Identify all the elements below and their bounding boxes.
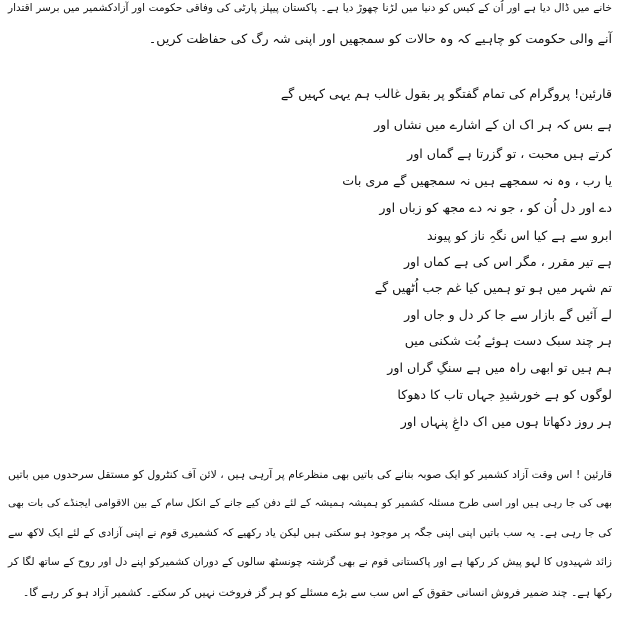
closing-line-3: کی جا رہی ہے۔ یہ سب باتیں اپنی اپنی جگہ پر موجود ہو سکتی ہیں لیکن یاد رکھیے کہ کشمیری قوم نے اپنی آزادی کے لئے ایک لاکھ سے — [8, 527, 612, 539]
verse-8: لے آئیں گے بازار سے جا کر دل و جاں اور — [404, 307, 612, 322]
verse-7: تم شہر میں ہو تو ہمیں کیا غم جب اُٹھیں گے — [374, 280, 612, 295]
verse-1: ہے بس کہ ہر اک ان کے اشارے میں نشاں اور — [374, 117, 612, 132]
verse-2: کرتے ہیں محبت ، تو گزرتا ہے گماں اور — [407, 146, 612, 161]
verse-10: ہم ہیں تو ابھی راہ میں ہے سنگِ گراں اور — [387, 360, 612, 375]
closing-line-1: قارئین ! اس وقت آزاد کشمیر کو ایک صوبہ بنانے کی باتیں بھی منظرعام پر آرہی ہیں ، لائن آف کنٹرول کو مستقل سرحدوں میں باتیں — [8, 468, 612, 481]
closing-line-2: بھی کی جا رہی ہیں اور اسی طرح مسئلہ کشمیر کو ہمیشہ ہمیشہ کے لئے دفن کیے جانے کے انکل سام کے بین الاقوامی ایجنڈے کی بات بھی — [8, 498, 612, 509]
closing-line-5: رکھا ہے۔ چند ضمیر فروش انسانی حقوق کے اس سب سے بڑے مسئلے کو ہر گز فروخت نہیں کر سکتے۔ کشمیر آزاد ہو کر رہے گا۔ — [22, 586, 612, 599]
intro-line-2: آنے والی حکومت کو چاہیے کہ وہ حالات کو سمجھیں اور اپنی شہ رگ کی حفاظت کریں۔ — [148, 31, 612, 46]
verse-5: ابرو سے ہے کیا اس نگہِ ناز کو پیوند — [427, 228, 612, 243]
verse-12: ہر روز دکھاتا ہوں میں اک داغِ پنہاں اور — [400, 414, 612, 429]
verse-3: یا رب ، وہ نہ سمجھے ہیں نہ سمجھیں گے مری بات — [342, 173, 612, 188]
verse-4: دے اور دل اُن کو ، جو نہ دے مجھ کو زباں اور — [379, 200, 612, 215]
poem-lead: قارئین! پروگرام کی تمام گفتگو پر بقول غالب ہم یہی کہیں گے — [280, 86, 612, 101]
verse-9: ہر چند سبک دست ہوئے بُت شکنی میں — [404, 333, 612, 348]
verse-11: لوگوں کو ہے خورشیدِ جہاں تاب کا دھوکا — [397, 387, 612, 402]
closing-line-4: زائد شہیدوں کا لہو پیش کر رکھا ہے اور پاکستانی قوم نے بھی گزشتہ چونسٹھ سالوں کے دوران کشمیرکو اپنے دل اور روح کے ساتھ لگا کر — [8, 556, 612, 568]
verse-6: ہے تیر مقرر ، مگر اس کی ہے کماں اور — [403, 254, 612, 269]
intro-line-1: خانے میں ڈال دیا ہے اور اُن کے کیس کو دنیا میں لڑنا چھوڑ دیا ہے۔ پاکستان پیپلز پارٹی کی وفاقی حکومت اور آزادکشمیر میں برسر اقتدار — [8, 2, 612, 14]
